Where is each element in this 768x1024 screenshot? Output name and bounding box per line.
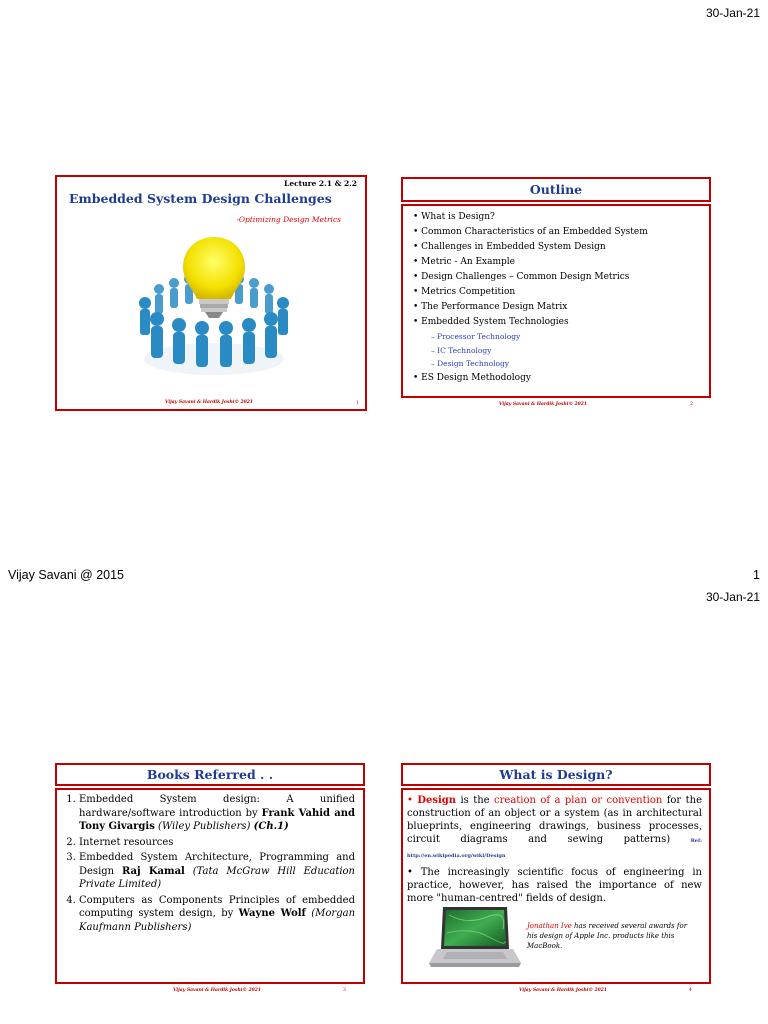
slide-3-footer: Vijay Savani & Hardik Joshi© 2021 (173, 988, 262, 993)
slide-1 (55, 175, 367, 411)
design-second-point: • The increasingly scientific focus of engineering in practice, however, has raised the importance of new more "human-centred" fields of design. (407, 867, 702, 904)
outline-item: • Design Challenges – Common Design Metrics (413, 270, 709, 285)
design-definition: • Design is the creation of a plan or convention for the construction of an object or a system (as in architectural blueprints, engineering drawings, business processes, circuit diagrams and sewing patterns) Ref: http://en.wikipedia.org/wiki/Design (407, 795, 703, 859)
book-1-chapter: (Ch.1) (253, 821, 289, 832)
lecture-label: Lecture 2.1 & 2.2 (284, 179, 357, 188)
caption-text: has received several awards for his design of Apple Inc. products like this MacBook. (527, 922, 688, 950)
book-1-text: Embedded System design: A unified hardware/software introduction by (79, 794, 355, 819)
books-list (59, 793, 355, 934)
outline-item: • ES Design Methodology (413, 371, 709, 386)
macbook-caption (527, 921, 697, 951)
book-1-authors: Frank Vahid and Tony Givargis (79, 807, 355, 832)
slide-3-title: Books Referred . . (55, 763, 365, 786)
outline-item: • What is Design? (413, 210, 709, 225)
book-4-text: Computers as Components Principles of embedded computing system design, by (79, 894, 355, 919)
slide-4-number: 4 (689, 988, 692, 993)
outline-item: • Common Characteristics of an Embedded System (413, 225, 709, 240)
page1-page-number: 1 (753, 568, 760, 582)
design-second-text: The increasingly scientific focus of engineering in practice, however, has raised the importance of new more "human-centred" fields of design. (407, 867, 702, 904)
slide-2-body (401, 204, 711, 398)
slide-1-footer: Vijay Savani & Hardik Joshi© 2021 (165, 400, 254, 405)
outline-item: • Challenges in Embedded System Design (413, 240, 709, 255)
page1-footer-left: Vijay Savani @ 2015 (8, 568, 125, 582)
slide-3 (55, 763, 365, 997)
book-4-author: Wayne Wolf (238, 908, 306, 919)
design-is: is the (456, 795, 495, 806)
macbook-image (427, 905, 523, 971)
slide-4-footer: Vijay Savani & Hardik Joshi© 2021 (519, 988, 608, 993)
book-item-4 (79, 894, 355, 935)
outline-item: • Metric - An Example (413, 255, 709, 270)
slide-1-number: 1 (356, 401, 359, 406)
slide-2-number: 2 (690, 402, 693, 407)
slide-4-title: What is Design? (401, 763, 711, 786)
outline-subitem: – Design Technology (413, 357, 709, 371)
caption-name: Jonathan Ive (527, 922, 572, 930)
outline-list (413, 210, 709, 386)
outline-subitem: – IC Technology (413, 344, 709, 358)
slide-2-title: Outline (401, 177, 711, 202)
book-3-author: Raj Kamal (122, 865, 185, 877)
lightbulb-people-illustration (129, 231, 299, 381)
book-item-1 (79, 793, 355, 834)
slide-2 (401, 177, 711, 411)
book-1-publisher: (Wiley Publishers) (154, 821, 254, 832)
slide-3-number: 3 (343, 988, 346, 993)
slide-1-title: Embedded System Design Challenges (69, 191, 332, 206)
outline-item: • Embedded System Technologies (413, 315, 709, 330)
book-item-2 (79, 836, 355, 850)
book-4-publisher: (Morgan Kaufmann Publishers) (79, 908, 356, 933)
book-3-publisher: (Tata McGraw Hill Education Private Limited) (79, 865, 355, 890)
outline-subitem: – Processor Technology (413, 330, 709, 344)
outline-item: • Metrics Competition (413, 285, 709, 300)
slide-3-body (55, 788, 365, 984)
design-emphasis: creation of a plan or convention (494, 795, 663, 806)
design-reference: Ref: http://en.wikipedia.org/wiki/Design (407, 838, 702, 859)
page1-date: 30-Jan-21 (705, 6, 760, 20)
design-term: Design (417, 795, 457, 806)
book-item-3 (79, 851, 355, 892)
slide-4-body (401, 788, 711, 984)
outline-item: • The Performance Design Matrix (413, 300, 709, 315)
design-rest: for the construction of an object or a system (as in architectural blueprints, engineering drawings, business processes, circuit diagrams and sewing patterns) (407, 795, 703, 845)
book-2-text: Internet resources (79, 836, 174, 848)
book-3-text: Embedded System Architecture, Programming and Design (79, 852, 355, 877)
slide-4 (401, 763, 711, 997)
page2-date: 30-Jan-21 (705, 590, 760, 604)
slide-1-subtitle: -Optimizing Design Metrics (236, 215, 341, 224)
slide-2-footer: Vijay Savani & Hardik Joshi© 2021 (499, 402, 588, 407)
